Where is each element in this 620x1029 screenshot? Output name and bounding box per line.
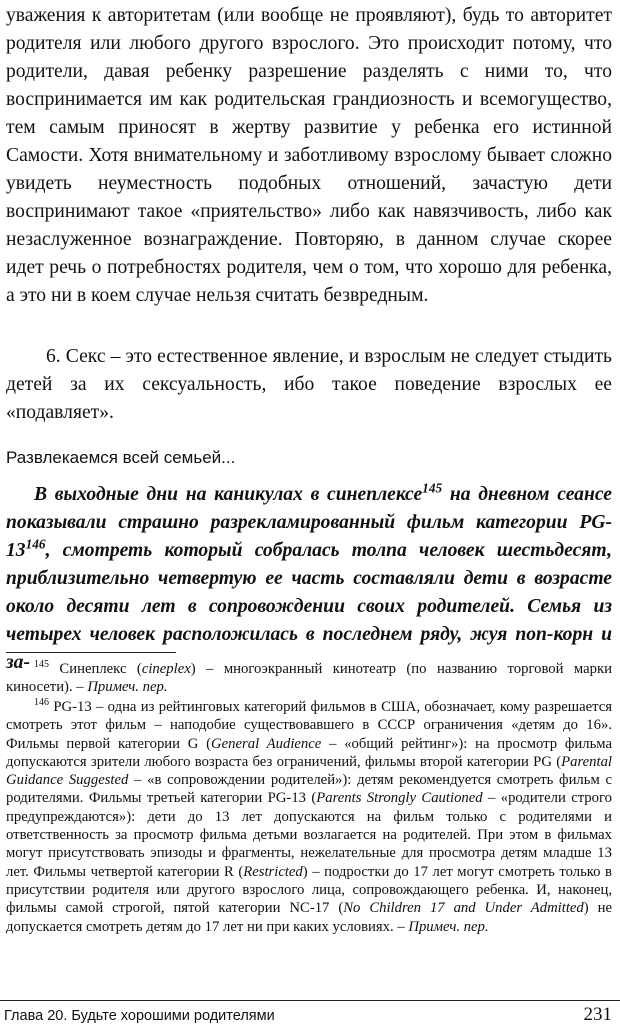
running-head: Глава 20. Будьте хорошими родителями bbox=[4, 1008, 275, 1024]
section-heading: Развлекаемся всей семьей... bbox=[6, 448, 236, 467]
footer-divider bbox=[0, 1000, 620, 1001]
footnote-text: – «родители строго предупреждаются»): дети до 13 лет допускаются на фильм только с родителями и ответственность за просмотр фильма детьми возлагается на родителей. При этом в фильмах могут присутствовать эпизоды и фрагменты, нежелательные для просмотра детям младше 13 лет. Фильмы четвертой категории R ( bbox=[6, 790, 612, 880]
footnote-term: Parents Strongly Cautioned bbox=[316, 790, 483, 807]
translator-note: Примеч. пер. bbox=[87, 679, 168, 696]
footnote-text: ) – подростки до 17 лет могут смотреть только в присутствии родителя или другого взрослого лица, сопровождающего ребенка. И, наконец, фильмы самой строгой, пятой категории NC-17 ( bbox=[6, 863, 612, 917]
footnote-ref-145: 145 bbox=[422, 480, 443, 496]
footnote-number: 146 bbox=[34, 697, 49, 709]
story-paragraph bbox=[6, 481, 612, 677]
story-text-part1: В выходные дни на каникулах в синеплексе bbox=[34, 484, 423, 505]
footnote-text: ) не допускается смотреть детям до 17 лет ни при каких условиях. – bbox=[6, 900, 612, 935]
continuation-paragraph: уважения к авторитетам (или вообще не проявляют), будь то авторитет родителя или любого другого взрослого. Это происходит потому, что родители, давая ребенку разрешение разделять с ними то, что воспринимается им как родительская грандиозность и всемогущество, тем самым приносят в жертву развитие у ребенка его истинной Самости. Хотя внимательному и заботливому взрослому бывает сложно увидеть неуместность подобных отношений, зачастую дети воспринимают такое «приятельство» либо как навязчивость, либо как незаслуженное вознаграждение. Повторяю, в данном случае скорее идет речь о потребностях родителя, чем о том, что хорошо для ребенка, а это ни в коем случае нельзя считать безвредным. bbox=[6, 5, 612, 306]
list-item-6: 6. Секс – это естественное явление, и взрослым не следует стыдить детей за их сексуальность, ибо такое поведение взрослых ее «подавляет». bbox=[6, 346, 612, 423]
page-number: 231 bbox=[583, 1004, 612, 1025]
footnote-146 bbox=[6, 698, 612, 936]
footnote-ref-146: 146 bbox=[25, 536, 46, 552]
footnote-term: Parental Guidance Suggested bbox=[6, 753, 612, 789]
footnote-text: – «в сопровождении родителей»): детям рекомендуется смотреть фильм с родителями. Фильмы третьей категории PG-13 ( bbox=[6, 772, 612, 807]
footnote-text: ) – многоэкранный кинотеатр (по названию торговой марки киносети). – bbox=[6, 661, 612, 696]
story-text-part3: , смотреть который собралась толпа человек шестьдесят, приблизительно четвертую ее часть составляли дети в возрасте около десяти лет в сопровождении своих родителей. Семья из четырех человек расположилась в последнем ряду, жуя поп-корн и за- bbox=[6, 540, 612, 673]
story-text-part2: на дневном сеансе показывали страшно разрекламированный фильм категории PG-13 bbox=[6, 484, 612, 561]
footnote-term: General Audience bbox=[211, 735, 322, 752]
translator-note: Примеч. пер. bbox=[408, 918, 489, 935]
footnote-number: 145 bbox=[34, 659, 49, 671]
footnote-term: cineplex bbox=[141, 661, 191, 677]
footnote-text: Синеплекс ( bbox=[48, 661, 142, 677]
footnote-divider bbox=[6, 652, 176, 653]
footnote-text: PG-13 – одна из рейтинговых категорий фильмов в США, обозначает, кому разрешается смотреть этот фильм – наподобие существовавшего в СССР ограничения «детям до 16». Фильмы первой категории G ( bbox=[6, 699, 612, 752]
footnote-term: No Children 17 and Under Admitted bbox=[343, 900, 584, 917]
footnote-145 bbox=[6, 660, 612, 697]
footnote-text: – «общий рейтинг»): на просмотр фильма допускаются зрители любого возраста без ограничений, фильмы второй категории PG ( bbox=[6, 735, 612, 770]
footnote-term: Restricted bbox=[243, 863, 303, 880]
